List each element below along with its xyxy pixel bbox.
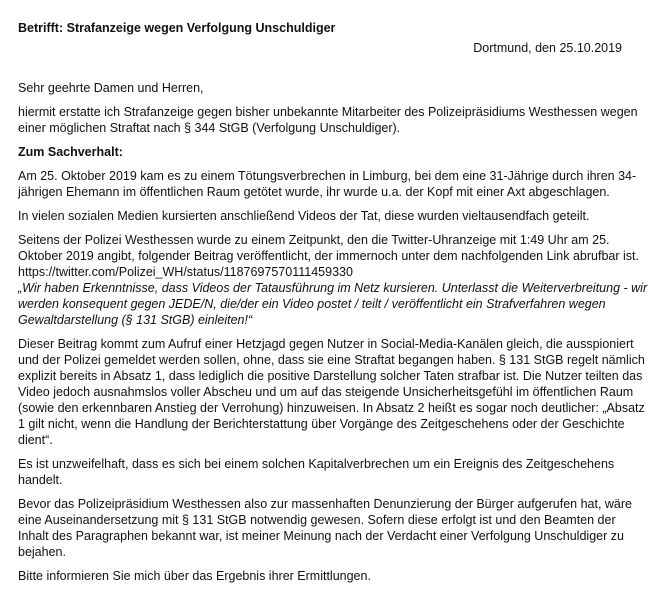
letter-place-date: Dortmund, den 25.10.2019 xyxy=(473,41,622,55)
paragraph-conclusion: Bevor das Polizeipräsidium Westhessen also zur massenhaften Denunzierung der Bürger aufgerufen hat, wäre eine Auseinandersetzung mit § 131 StGB notwendig gewesen. Sofern diese erfolgt ist und den Beamten der Inhalt des Paragraphen bekannt war, ist meiner Meinung nach der Verdacht einer Verfolgung Unschuldiger zu bejahen. xyxy=(18,497,632,559)
tweet-quote: „Wir haben Erkenntnisse, dass Videos der Tatausführung im Netz kursieren. Unterlasst die Weiterverbreitung - wir werden konsequent gegen JEDE/N, die/der ein Video postet / teilt / veröffentlicht ein Strafverfahren wegen Gewaltdarstellung (§ 131 StGB) einleiten!“ xyxy=(18,281,648,327)
paragraph-argument: Dieser Beitrag kommt zum Aufruf einer Hetzjagd gegen Nutzer in Social-Media-Kanälen gleich, die ausspioniert und der Polizei gemeldet werden sollen, ohne, dass sie eine Straftat begangen haben. § 131 StGB regelt nämlich explizit bereits in Absatz 1, dass lediglich die positive Darstellung solcher Taten strafbar ist. Die Nutzer teilten das Video jedoch ausnahmslos voller Abscheu und um auf das steigende Unsicherheitsgefühl im öffentlichen Raum (sowie den erkennbaren Anstieg der Verrohung) hinzuweisen. In Absatz 2 heißt es sogar noch deutlicher: „Absatz 1 gilt nicht, wenn die Handlung der Berichterstattung über Vorgänge des Zeitgeschehens oder der Geschichte dient“. xyxy=(18,337,645,447)
letter-greeting: Sehr geehrte Damen und Herren, xyxy=(18,81,204,95)
paragraph-incident: Am 25. Oktober 2019 kam es zu einem Tötungsverbrechen in Limburg, bei dem eine 31-Jährige durch ihren 34-jährigen Ehemann im öffentlichen Raum getötet wurde, ihr wurde u.a. der Kopf mit einer Axt abgeschlagen. xyxy=(18,169,637,199)
letter-page xyxy=(18,20,648,584)
letter-subject: Betrifft: Strafanzeige wegen Verfolgung Unschuldiger xyxy=(18,21,336,35)
paragraph-request: Bitte informieren Sie mich über das Ergebnis ihrer Ermittlungen. xyxy=(18,569,371,583)
paragraph-contemporary-event: Es ist unzweifelhaft, dass es sich bei einem solchen Kapitalverbrechen um ein Ereignis des Zeitgeschehens handelt. xyxy=(18,457,615,487)
tweet-link[interactable]: https://twitter.com/Polizei_WH/status/1187697570111459330 xyxy=(18,265,353,279)
letter-intro: hiermit erstatte ich Strafanzeige gegen bisher unbekannte Mitarbeiter des Polizeipräsidiums Westhessen wegen einer möglichen Straftat nach § 344 StGB (Verfolgung Unschuldiger). xyxy=(18,105,638,135)
police-post-text: Seitens der Polizei Westhessen wurde zu einem Zeitpunkt, den die Twitter-Uhranzeige mit 1:49 Uhr am 25. Oktober 2019 angibt, folgender Beitrag veröffentlicht, der immernoch unter dem nachfolgenden Link abrufbar ist. xyxy=(18,233,639,263)
facts-heading: Zum Sachverhalt: xyxy=(18,145,123,159)
paragraph-police-post xyxy=(18,232,648,328)
paragraph-videos: In vielen sozialen Medien kursierten anschließend Videos der Tat, diese wurden vieltausendfach geteilt. xyxy=(18,209,590,223)
